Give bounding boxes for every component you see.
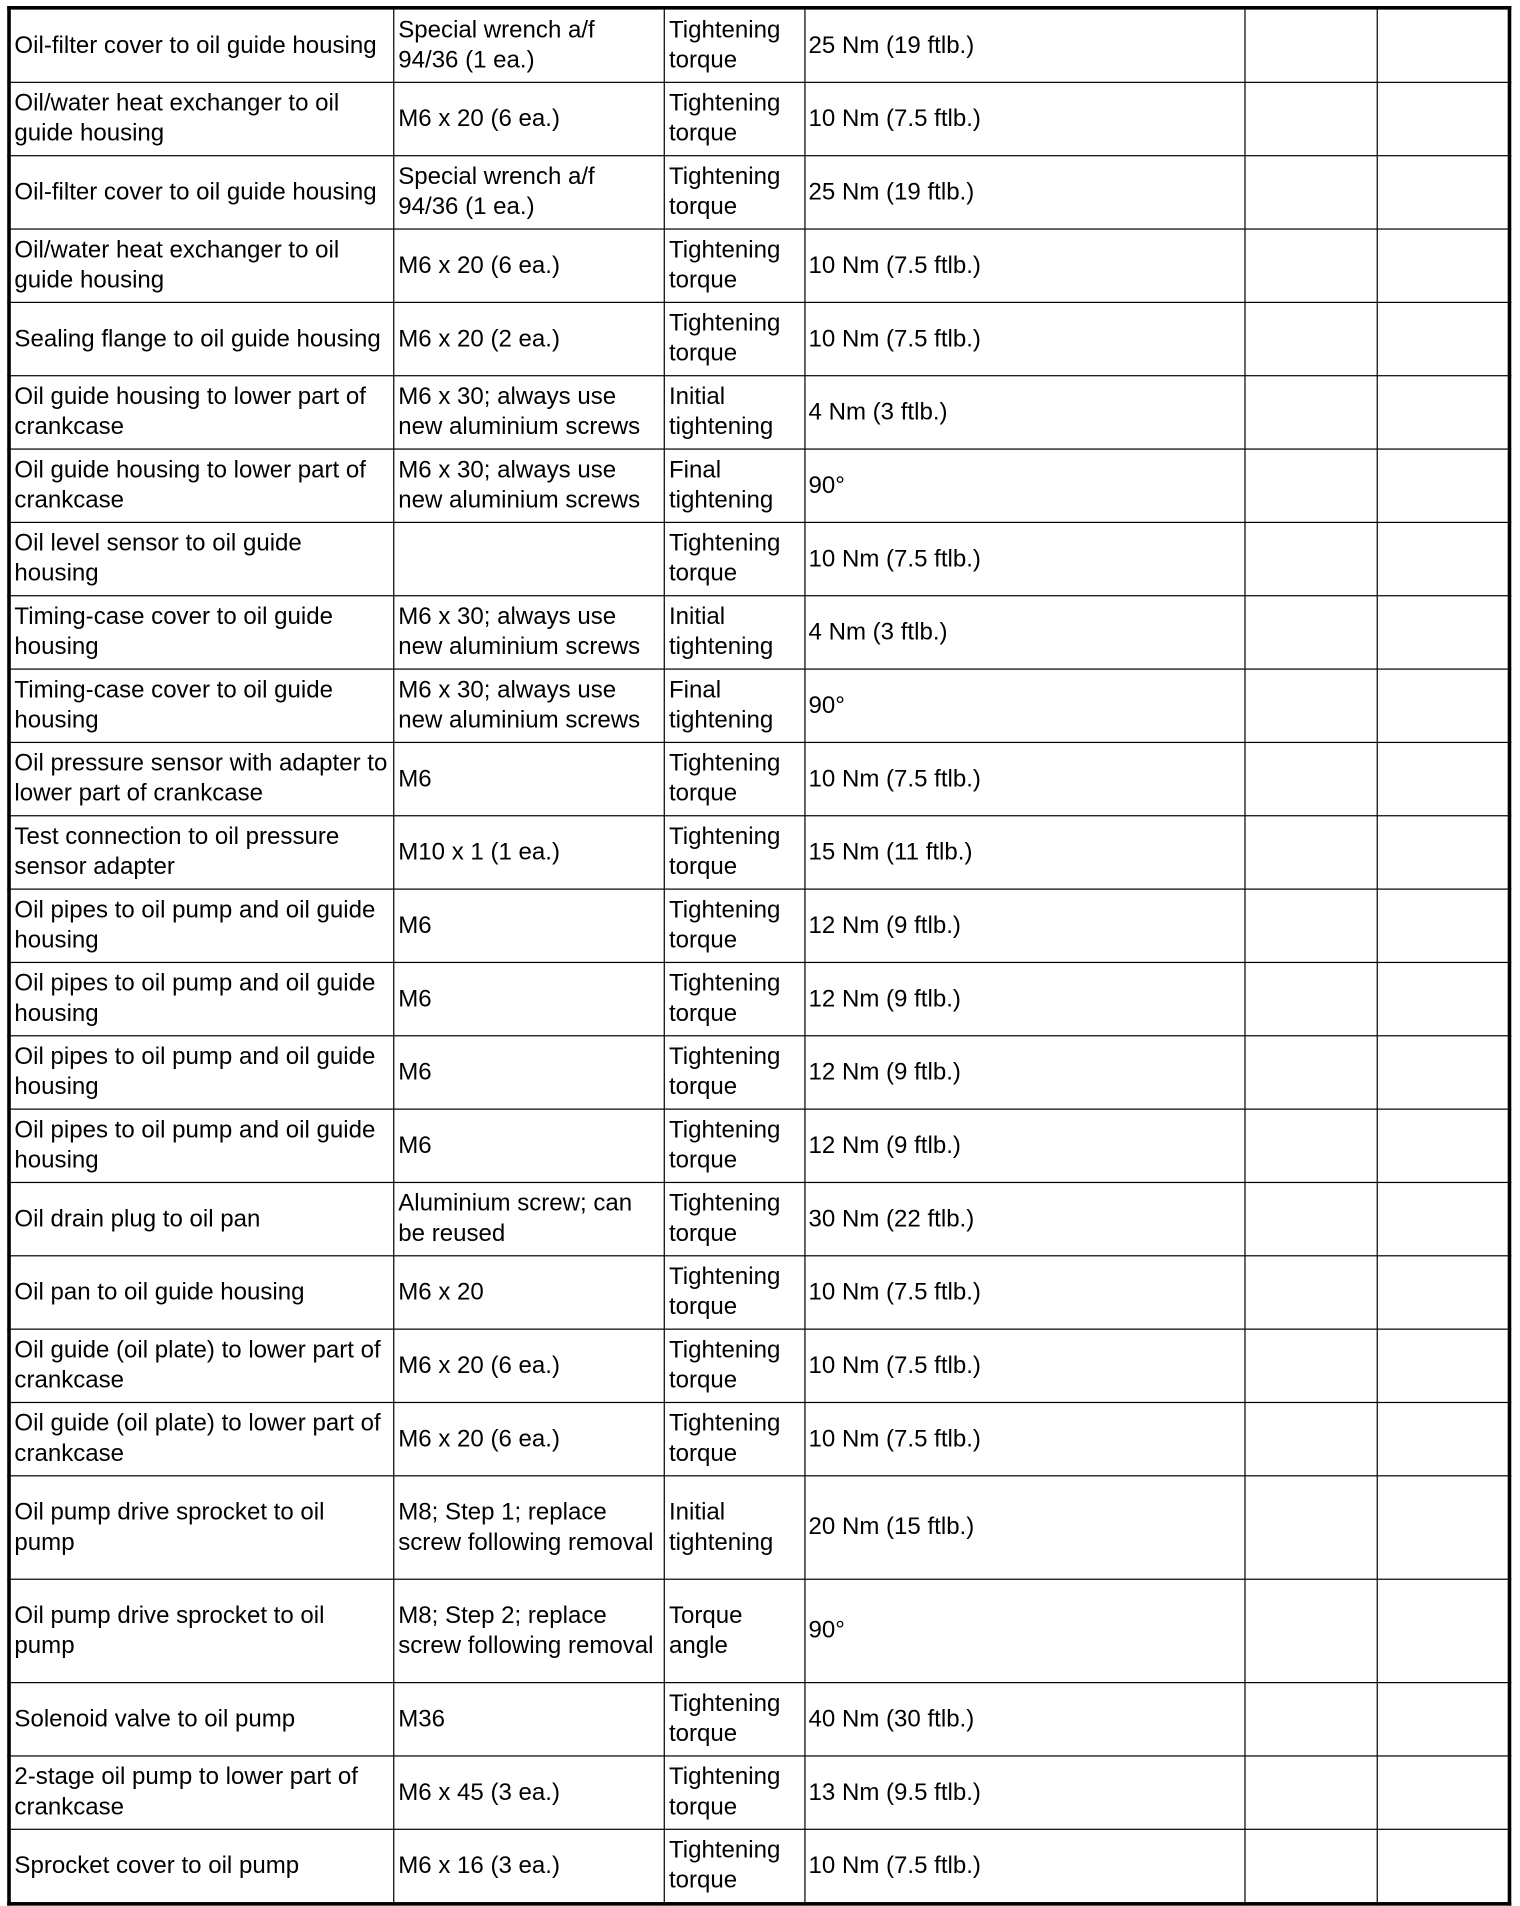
torque-value-cell: 25 Nm (19 ftlb.) (804, 8, 1244, 83)
blank-cell (1377, 816, 1509, 889)
torque-value-cell: 25 Nm (19 ftlb.) (804, 156, 1244, 229)
blank-cell (1377, 156, 1509, 229)
component-cell: Oil guide housing to lower part of crankcase (9, 449, 394, 522)
table-row (9, 742, 1509, 815)
tightening-type-cell: Tightening torque (665, 1036, 805, 1109)
table-row (9, 1182, 1509, 1255)
specification-cell: M6 x 30; always use new aluminium screws (394, 669, 665, 742)
blank-cell (1377, 962, 1509, 1035)
torque-value-cell: 10 Nm (7.5 ftlb.) (804, 302, 1244, 375)
blank-cell (1245, 1256, 1377, 1329)
specification-cell: M6 (394, 742, 665, 815)
blank-cell (1245, 1476, 1377, 1579)
blank-cell (1377, 1109, 1509, 1182)
blank-cell (1377, 522, 1509, 595)
component-cell: Oil pipes to oil pump and oil guide housing (9, 962, 394, 1035)
specification-cell: M6 (394, 889, 665, 962)
specification-cell: M8; Step 1; replace screw following removal (394, 1476, 665, 1579)
tightening-type-cell: Tightening torque (665, 742, 805, 815)
tightening-type-cell: Tightening torque (665, 302, 805, 375)
table-row (9, 156, 1509, 229)
blank-cell (1377, 1683, 1509, 1756)
blank-cell (1245, 962, 1377, 1035)
specification-cell: M6 (394, 962, 665, 1035)
table-row (9, 1329, 1509, 1402)
component-cell: Oil guide (oil plate) to lower part of crankcase (9, 1402, 394, 1475)
blank-cell (1245, 376, 1377, 449)
tightening-type-cell: Final tightening (665, 449, 805, 522)
component-cell: Oil-filter cover to oil guide housing (9, 8, 394, 83)
blank-cell (1377, 669, 1509, 742)
tightening-type-cell: Tightening torque (665, 1756, 805, 1829)
blank-cell (1377, 596, 1509, 669)
specification-cell: M8; Step 2; replace screw following removal (394, 1579, 665, 1682)
component-cell: Oil pump drive sprocket to oil pump (9, 1476, 394, 1579)
blank-cell (1245, 302, 1377, 375)
torque-value-cell: 20 Nm (15 ftlb.) (804, 1476, 1244, 1579)
blank-cell (1377, 229, 1509, 302)
component-cell: Solenoid valve to oil pump (9, 1683, 394, 1756)
blank-cell (1377, 1329, 1509, 1402)
table-row (9, 1579, 1509, 1682)
torque-value-cell: 90° (804, 449, 1244, 522)
torque-value-cell: 10 Nm (7.5 ftlb.) (804, 742, 1244, 815)
blank-cell (1245, 82, 1377, 155)
torque-value-cell: 10 Nm (7.5 ftlb.) (804, 522, 1244, 595)
component-cell: Oil guide (oil plate) to lower part of crankcase (9, 1329, 394, 1402)
blank-cell (1245, 449, 1377, 522)
tightening-type-cell: Tightening torque (665, 1109, 805, 1182)
table-row (9, 1756, 1509, 1829)
table-row (9, 1829, 1509, 1904)
component-cell: Oil guide housing to lower part of crankcase (9, 376, 394, 449)
component-cell: Oil pump drive sprocket to oil pump (9, 1579, 394, 1682)
blank-cell (1245, 889, 1377, 962)
blank-cell (1377, 449, 1509, 522)
component-cell: Timing-case cover to oil guide housing (9, 596, 394, 669)
specification-cell: M6 x 20 (394, 1256, 665, 1329)
blank-cell (1245, 1182, 1377, 1255)
blank-cell (1377, 302, 1509, 375)
specification-cell: M6 x 20 (6 ea.) (394, 1329, 665, 1402)
blank-cell (1245, 1036, 1377, 1109)
table-row (9, 669, 1509, 742)
torque-value-cell: 90° (804, 1579, 1244, 1682)
tightening-type-cell: Tightening torque (665, 1329, 805, 1402)
specification-cell: M6 x 45 (3 ea.) (394, 1756, 665, 1829)
component-cell: 2-stage oil pump to lower part of crankcase (9, 1756, 394, 1829)
component-cell: Oil pan to oil guide housing (9, 1256, 394, 1329)
tightening-type-cell: Initial tightening (665, 1476, 805, 1579)
torque-value-cell: 4 Nm (3 ftlb.) (804, 596, 1244, 669)
blank-cell (1377, 889, 1509, 962)
tightening-type-cell: Initial tightening (665, 376, 805, 449)
blank-cell (1245, 229, 1377, 302)
specification-cell: M6 x 20 (6 ea.) (394, 1402, 665, 1475)
tightening-type-cell: Torque angle (665, 1579, 805, 1682)
blank-cell (1377, 376, 1509, 449)
blank-cell (1245, 1402, 1377, 1475)
table-row (9, 302, 1509, 375)
blank-cell (1377, 82, 1509, 155)
torque-value-cell: 12 Nm (9 ftlb.) (804, 889, 1244, 962)
component-cell: Oil-filter cover to oil guide housing (9, 156, 394, 229)
torque-value-cell: 4 Nm (3 ftlb.) (804, 376, 1244, 449)
component-cell: Oil pipes to oil pump and oil guide housing (9, 1109, 394, 1182)
blank-cell (1377, 1476, 1509, 1579)
torque-value-cell: 40 Nm (30 ftlb.) (804, 1683, 1244, 1756)
table-row (9, 376, 1509, 449)
tightening-type-cell: Initial tightening (665, 596, 805, 669)
specification-cell: Aluminium screw; can be reused (394, 1182, 665, 1255)
blank-cell (1377, 1182, 1509, 1255)
blank-cell (1377, 1256, 1509, 1329)
torque-value-cell: 13 Nm (9.5 ftlb.) (804, 1756, 1244, 1829)
table-row (9, 596, 1509, 669)
tightening-type-cell: Tightening torque (665, 1683, 805, 1756)
blank-cell (1245, 1756, 1377, 1829)
table-body (9, 8, 1509, 1904)
tightening-type-cell: Tightening torque (665, 229, 805, 302)
tightening-type-cell: Tightening torque (665, 8, 805, 83)
table-row (9, 962, 1509, 1035)
blank-cell (1377, 1756, 1509, 1829)
blank-cell (1245, 816, 1377, 889)
blank-cell (1377, 1829, 1509, 1904)
tightening-type-cell: Tightening torque (665, 522, 805, 595)
table-row (9, 1109, 1509, 1182)
specification-cell: M6 x 30; always use new aluminium screws (394, 449, 665, 522)
blank-cell (1245, 522, 1377, 595)
specification-cell: M10 x 1 (1 ea.) (394, 816, 665, 889)
table-row (9, 1683, 1509, 1756)
specification-cell (394, 522, 665, 595)
torque-value-cell: 90° (804, 669, 1244, 742)
blank-cell (1245, 1109, 1377, 1182)
component-cell: Oil pressure sensor with adapter to lower part of crankcase (9, 742, 394, 815)
specification-cell: M6 x 20 (6 ea.) (394, 229, 665, 302)
torque-spec-table (7, 6, 1511, 1906)
component-cell: Oil pipes to oil pump and oil guide housing (9, 889, 394, 962)
torque-value-cell: 15 Nm (11 ftlb.) (804, 816, 1244, 889)
table-row (9, 1256, 1509, 1329)
component-cell: Oil pipes to oil pump and oil guide housing (9, 1036, 394, 1109)
table-row (9, 1402, 1509, 1475)
torque-value-cell: 12 Nm (9 ftlb.) (804, 1036, 1244, 1109)
specification-cell: M6 (394, 1036, 665, 1109)
blank-cell (1377, 1402, 1509, 1475)
tightening-type-cell: Tightening torque (665, 962, 805, 1035)
table-row (9, 449, 1509, 522)
table-row (9, 229, 1509, 302)
blank-cell (1245, 596, 1377, 669)
tightening-type-cell: Tightening torque (665, 1402, 805, 1475)
component-cell: Timing-case cover to oil guide housing (9, 669, 394, 742)
blank-cell (1245, 1579, 1377, 1682)
blank-cell (1245, 1683, 1377, 1756)
tightening-type-cell: Final tightening (665, 669, 805, 742)
torque-value-cell: 12 Nm (9 ftlb.) (804, 1109, 1244, 1182)
blank-cell (1377, 1036, 1509, 1109)
specification-cell: M6 x 20 (2 ea.) (394, 302, 665, 375)
specification-cell: M6 x 16 (3 ea.) (394, 1829, 665, 1904)
component-cell: Sealing flange to oil guide housing (9, 302, 394, 375)
tightening-type-cell: Tightening torque (665, 1829, 805, 1904)
table-row (9, 522, 1509, 595)
table-row (9, 8, 1509, 83)
component-cell: Test connection to oil pressure sensor adapter (9, 816, 394, 889)
component-cell: Oil/water heat exchanger to oil guide housing (9, 229, 394, 302)
blank-cell (1377, 742, 1509, 815)
tightening-type-cell: Tightening torque (665, 1256, 805, 1329)
torque-value-cell: 10 Nm (7.5 ftlb.) (804, 82, 1244, 155)
tightening-type-cell: Tightening torque (665, 889, 805, 962)
blank-cell (1377, 1579, 1509, 1682)
blank-cell (1245, 1829, 1377, 1904)
specification-cell: M36 (394, 1683, 665, 1756)
table-row (9, 1476, 1509, 1579)
component-cell: Sprocket cover to oil pump (9, 1829, 394, 1904)
tightening-type-cell: Tightening torque (665, 816, 805, 889)
torque-value-cell: 30 Nm (22 ftlb.) (804, 1182, 1244, 1255)
blank-cell (1245, 742, 1377, 815)
specification-cell: M6 x 30; always use new aluminium screws (394, 596, 665, 669)
blank-cell (1245, 156, 1377, 229)
table-row (9, 1036, 1509, 1109)
tightening-type-cell: Tightening torque (665, 1182, 805, 1255)
tightening-type-cell: Tightening torque (665, 82, 805, 155)
specification-cell: Special wrench a/f 94/36 (1 ea.) (394, 156, 665, 229)
table-row (9, 82, 1509, 155)
specification-cell: M6 (394, 1109, 665, 1182)
tightening-type-cell: Tightening torque (665, 156, 805, 229)
table-row (9, 889, 1509, 962)
specification-cell: M6 x 30; always use new aluminium screws (394, 376, 665, 449)
blank-cell (1245, 8, 1377, 83)
specification-cell: M6 x 20 (6 ea.) (394, 82, 665, 155)
torque-value-cell: 12 Nm (9 ftlb.) (804, 962, 1244, 1035)
torque-value-cell: 10 Nm (7.5 ftlb.) (804, 1829, 1244, 1904)
torque-value-cell: 10 Nm (7.5 ftlb.) (804, 229, 1244, 302)
component-cell: Oil drain plug to oil pan (9, 1182, 394, 1255)
component-cell: Oil/water heat exchanger to oil guide housing (9, 82, 394, 155)
component-cell: Oil level sensor to oil guide housing (9, 522, 394, 595)
torque-value-cell: 10 Nm (7.5 ftlb.) (804, 1256, 1244, 1329)
torque-value-cell: 10 Nm (7.5 ftlb.) (804, 1329, 1244, 1402)
torque-value-cell: 10 Nm (7.5 ftlb.) (804, 1402, 1244, 1475)
blank-cell (1245, 1329, 1377, 1402)
blank-cell (1377, 8, 1509, 83)
blank-cell (1245, 669, 1377, 742)
specification-cell: Special wrench a/f 94/36 (1 ea.) (394, 8, 665, 83)
table-row (9, 816, 1509, 889)
